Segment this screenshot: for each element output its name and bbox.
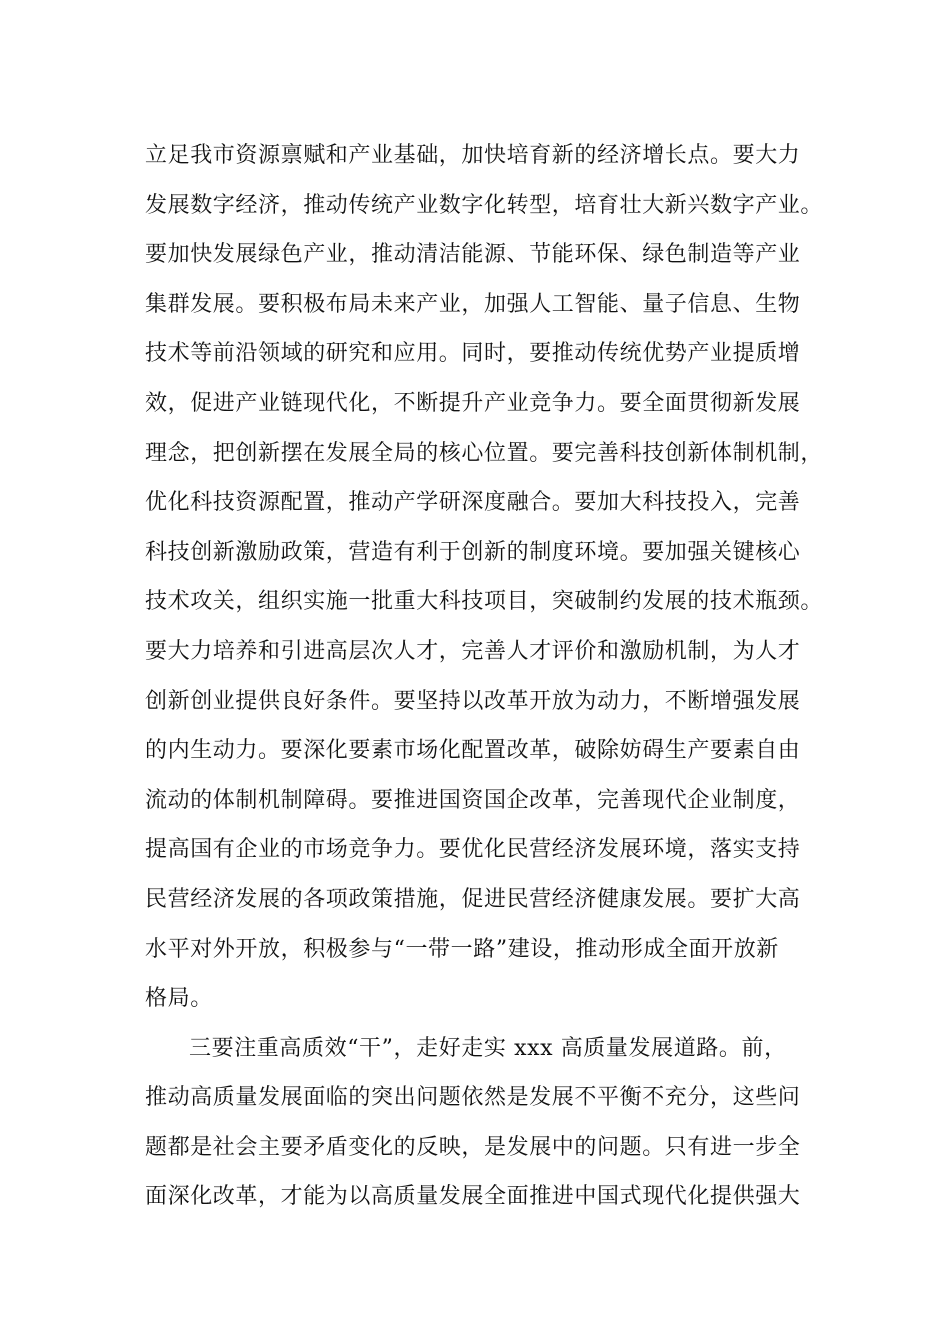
text-line: 面深化改革，才能为以高质量发展全面推进中国式现代化提供强大 — [145, 1184, 801, 1210]
text-line: 创新创业提供良好条件。要坚持以改革开放为动力，不断增强发展 — [145, 688, 801, 714]
text-line: 流动的体制机制障碍。要推进国资国企改革，完善现代企业制度， — [145, 787, 801, 813]
text-line: 技术攻关，组织实施一批重大科技项目，突破制约发展的技术瓶颈。 — [145, 589, 824, 615]
paragraph-2 — [145, 1024, 835, 1222]
text-line: 格局。 — [145, 986, 213, 1012]
text-line: 立足我市资源禀赋和产业基础，加快培育新的经济增长点。要大力 — [145, 143, 801, 168]
body-text — [145, 131, 835, 1222]
text-line: 民营经济发展的各项政策措施，促进民营经济健康发展。要扩大高 — [145, 886, 801, 912]
text-line: 优化科技资源配置，推动产学研深度融合。要加大科技投入，完善 — [145, 490, 801, 516]
text-line: 水平对外开放，积极参与“一带一路”建设，推动形成全面开放新 — [145, 936, 779, 962]
text-line: 推动高质量发展面临的突出问题依然是发展不平衡不充分，这些问 — [145, 1085, 801, 1111]
text-line-indented: 三要注重高质效“干”，走好走实 xxx 高质量发展道路。前， — [189, 1035, 787, 1061]
text-line: 要加快发展绿色产业，推动清洁能源、节能环保、绿色制造等产业 — [145, 242, 801, 268]
text-line: 题都是社会主要矛盾变化的反映，是发展中的问题。只有进一步全 — [145, 1134, 801, 1160]
text-line: 提高国有企业的市场竞争力。要优化民营经济发展环境，落实支持 — [145, 837, 801, 863]
text-line: 科技创新激励政策，营造有利于创新的制度环境。要加强关键核心 — [145, 539, 801, 565]
text-line: 发展数字经济，推动传统产业数字化转型，培育壮大新兴数字产业。 — [145, 192, 824, 218]
text-line: 要大力培养和引进高层次人才，完善人才评价和激励机制，为人才 — [145, 638, 801, 664]
text-line: 技术等前沿领域的研究和应用。同时，要推动传统优势产业提质增 — [145, 341, 801, 367]
paragraph-1 — [145, 131, 835, 1024]
text-line: 集群发展。要积极布局未来产业，加强人工智能、量子信息、生物 — [145, 291, 801, 317]
text-line: 的内生动力。要深化要素市场化配置改革，破除妨碍生产要素自由 — [145, 738, 801, 764]
text-line: 效，促进产业链现代化，不断提升产业竞争力。要全面贯彻新发展 — [145, 390, 801, 416]
text-line: 理念，把创新摆在发展全局的核心位置。要完善科技创新体制机制， — [145, 440, 824, 466]
